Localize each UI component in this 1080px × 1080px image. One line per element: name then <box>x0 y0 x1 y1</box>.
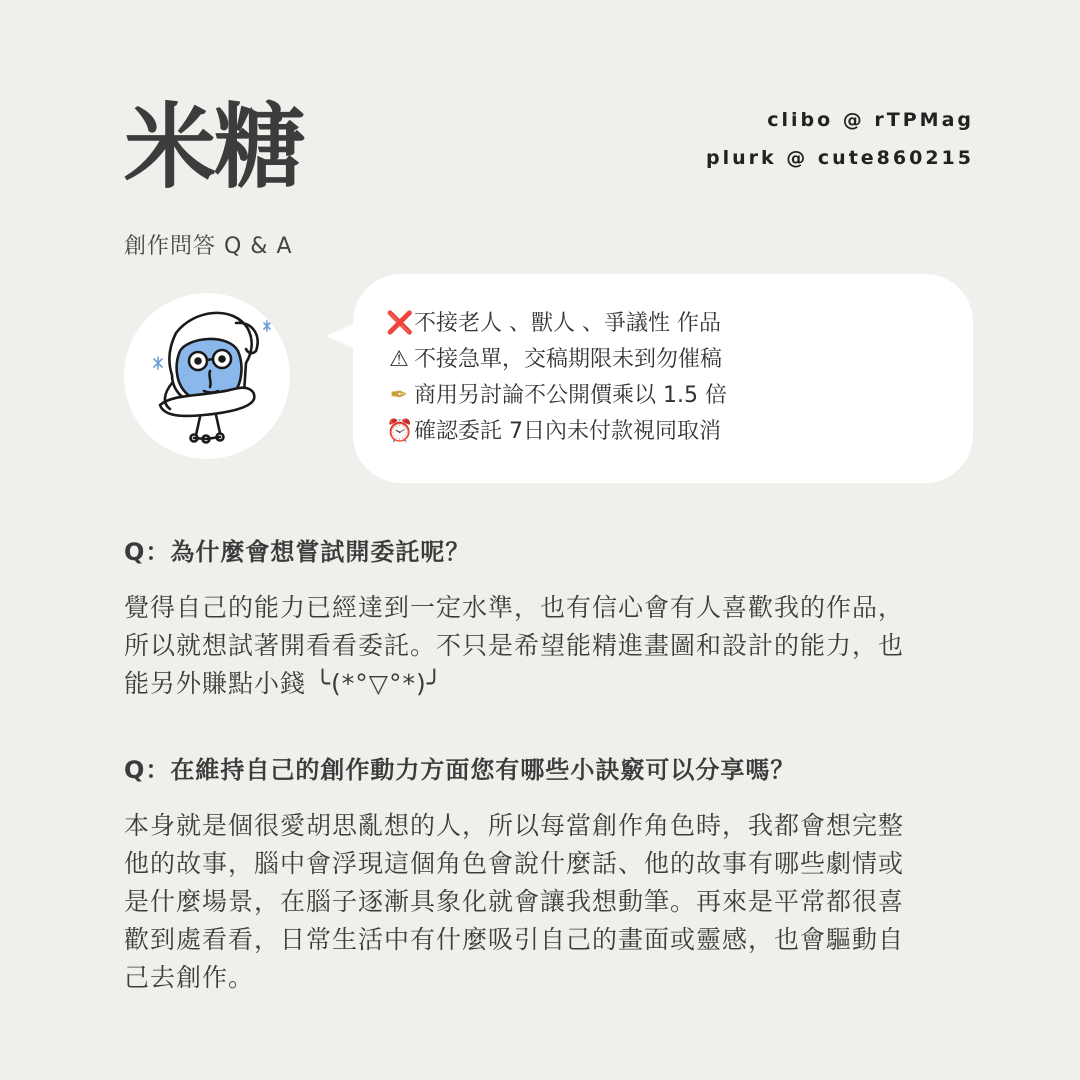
rule-text: 商用另討論不公開價乘以 1.5 倍 <box>414 383 727 408</box>
rule-item <box>386 306 727 342</box>
rule-item <box>386 378 727 414</box>
rule-text: 確認委託 7日內未付款視同取消 <box>414 419 721 444</box>
rule-text: 不接老人 、獸人 、爭議性 作品 <box>414 311 721 336</box>
character-illustration <box>124 293 290 459</box>
answer-line: 本身就是個很愛胡思亂想的人，所以每當創作角色時，我都會想完整 <box>124 811 905 840</box>
answer-line: 歡到處看看，日常生活中有什麼吸引自己的畫面或靈感，也會驅動自 <box>124 925 905 954</box>
answer-line: 己去創作。 <box>124 963 255 992</box>
credits <box>706 106 974 182</box>
answer-line: 他的故事，腦中會浮現這個角色會說什麼話、他的故事有哪些劇情或 <box>124 849 905 878</box>
answer-line: 覺得自己的能力已經達到一定水準，也有信心會有人喜歡我的作品， <box>124 593 905 622</box>
pen-icon: ✒ <box>389 383 409 408</box>
qa-block-1 <box>124 532 964 703</box>
cross-mark-icon: ❌ <box>386 311 414 336</box>
commission-rules <box>386 306 727 450</box>
qa-block-2 <box>124 750 964 997</box>
warning-icon: ⚠ <box>389 347 409 372</box>
alarm-clock-icon: ⏰ <box>386 419 414 444</box>
question: Q：在維持自己的創作動力方面您有哪些小訣竅可以分享嗎？ <box>124 756 796 784</box>
answer <box>124 807 964 997</box>
answer <box>124 589 964 703</box>
question: Q：為什麼會想嘗試開委託呢？ <box>124 538 471 566</box>
credit-plurk: plurk @ cute860215 <box>706 147 974 169</box>
answer-line: 是什麼場景，在腦子逐漸具象化就會讓我想動筆。再來是平常都很喜 <box>124 887 905 916</box>
rule-item <box>386 342 727 378</box>
answer-line: 能另外賺點小錢 ╰(*°▽°*)╯ <box>124 669 443 698</box>
answer-line: 所以就想試著開看看委託。不只是希望能精進畫圖和設計的能力，也 <box>124 631 905 660</box>
avatar <box>124 293 290 459</box>
rule-text: 不接急單，交稿期限未到勿催稿 <box>414 347 723 372</box>
page-subtitle: 創作問答 Q & A <box>124 234 293 259</box>
rule-item <box>386 414 727 450</box>
credit-clibo: clibo @ rTPMag <box>767 109 974 131</box>
page-title: 米糖 <box>124 94 305 201</box>
